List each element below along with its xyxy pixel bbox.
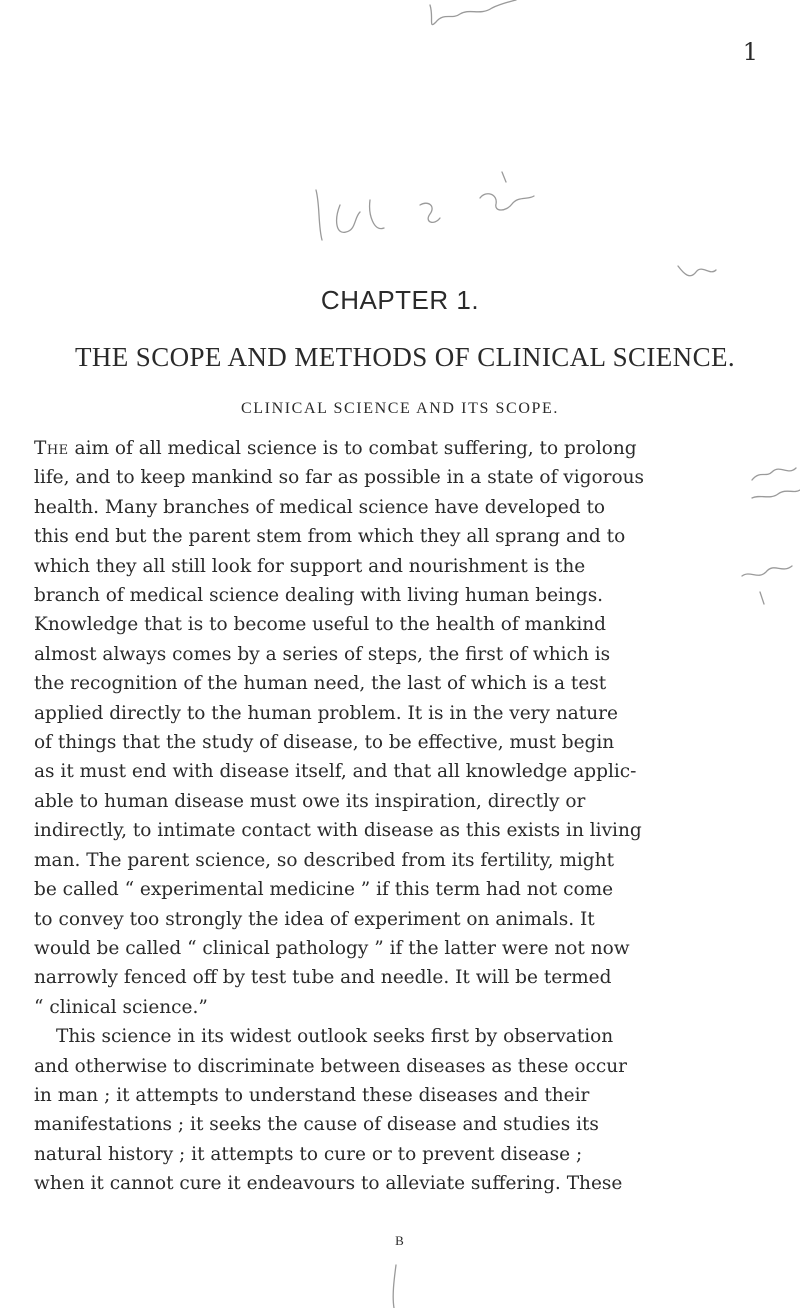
text-line: indirectly, to intimate contact with disease as this exists in living (34, 820, 642, 842)
text-line: almost always comes by a series of steps, the first of which is (34, 643, 611, 665)
lead-word: The (34, 438, 69, 459)
text-line: man. The parent science, so described from its fertility, might (34, 849, 615, 871)
text-line: in man ; it attempts to understand these diseases and their (34, 1084, 590, 1106)
text-line: which they all still look for support and nourishment is the (34, 555, 586, 577)
text-line: “ clinical science.” (34, 996, 208, 1018)
section-heading: CLINICAL SCIENCE AND ITS SCOPE. (241, 400, 559, 417)
text-line (34, 434, 776, 463)
text-line: natural history ; it attempts to cure or to prevent disease ; (34, 1143, 583, 1165)
text-line: This science in its widest outlook seeks first by observation (56, 1026, 614, 1048)
text-line: branch of medical science dealing with living human beings. (34, 585, 604, 607)
text-line: narrowly fenced off by test tube and needle. It will be termed (34, 967, 612, 989)
chapter-heading: CHAPTER 1. (320, 285, 480, 315)
signature-mark: B (395, 1233, 405, 1248)
text-line: Knowledge that is to become useful to the health of mankind (34, 614, 607, 636)
text-line: of things that the study of disease, to be effective, must begin (34, 732, 615, 754)
text-line: when it cannot cure it endeavours to alleviate suffering. These (34, 1173, 623, 1195)
text-line: as it must end with disease itself, and that all knowledge applic- (34, 761, 637, 783)
body-text (34, 434, 776, 1199)
text-line: to convey too strongly the idea of experiment on animals. It (34, 908, 595, 930)
page-number: 1 (742, 38, 758, 66)
text-line: life, and to keep mankind so far as possible in a state of vigorous (34, 467, 645, 489)
text-line-content: aim of all medical science is to combat suffering, to prolong (68, 438, 637, 459)
text-line: would be called “ clinical pathology ” if the latter were not now (34, 937, 630, 959)
chapter-title: THE SCOPE AND METHODS OF CLINICAL SCIENCE. (74, 342, 736, 372)
text-line: this end but the parent stem from which they all sprang and to (34, 526, 626, 548)
text-line: able to human disease must owe its inspiration, directly or (34, 790, 586, 812)
text-line: be called “ experimental medicine ” if this term had not come (34, 879, 614, 901)
text-line: the recognition of the human need, the last of which is a test (34, 673, 607, 695)
text-line: manifestations ; it seeks the cause of disease and studies its (34, 1114, 599, 1136)
text-line: health. Many branches of medical science have developed to (34, 496, 606, 518)
paragraph-1 (34, 434, 776, 1022)
text-line: applied directly to the human problem. It is in the very nature (34, 702, 618, 724)
paragraph-2 (34, 1022, 776, 1198)
text-line: and otherwise to discriminate between diseases as these occur (34, 1055, 627, 1077)
